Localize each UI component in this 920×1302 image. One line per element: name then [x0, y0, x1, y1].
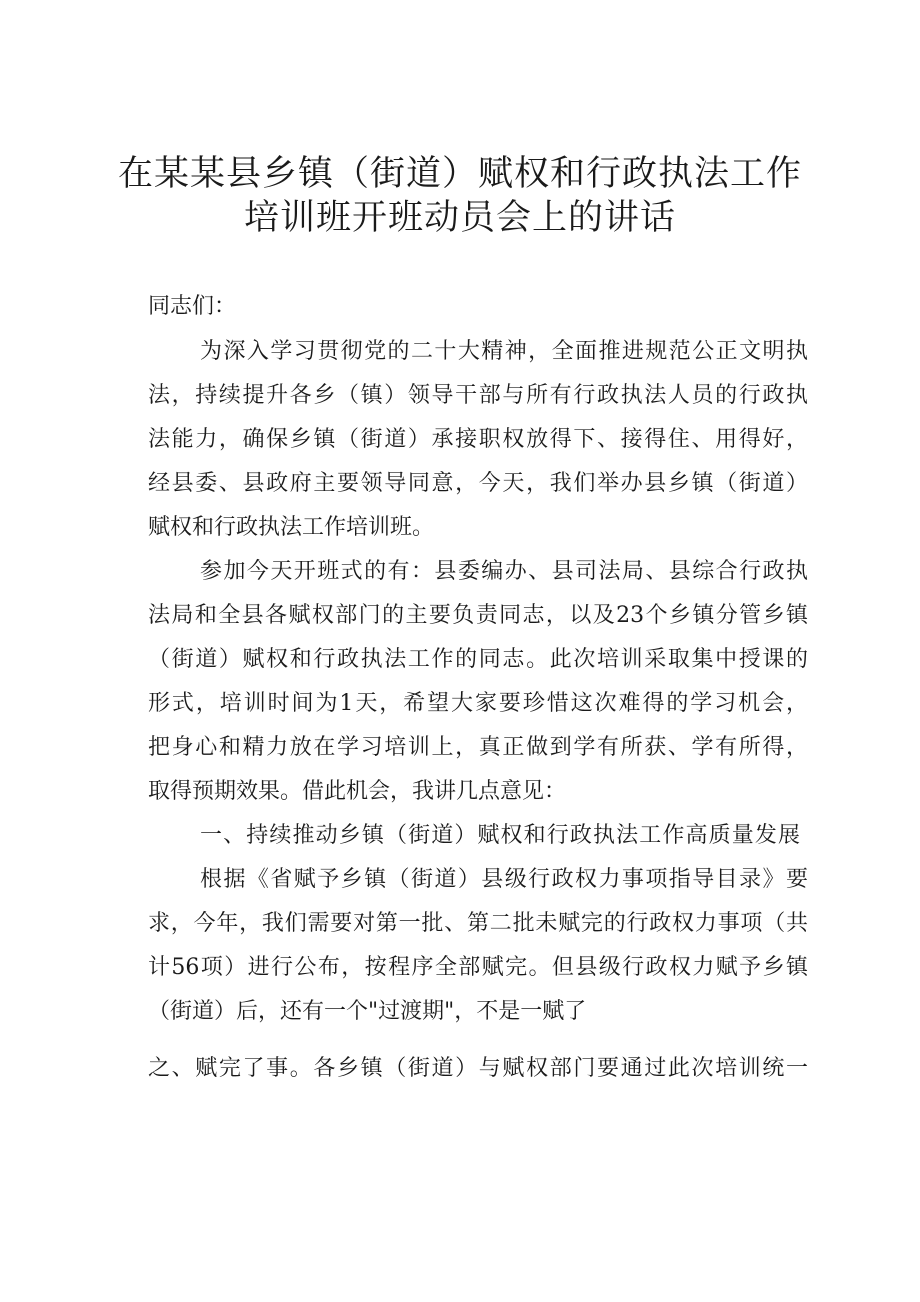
- paragraph-3-line: 根据《省赋予乡镇（街道）县级行政权力事项指导目录》要: [200, 867, 808, 892]
- paragraph-2-line: 形式，培训时间为1天，希望大家要珍惜这次难得的学习机会，: [148, 691, 808, 716]
- document-title-line-1: 在某某县乡镇（街道）赋权和行政执法工作: [117, 154, 802, 194]
- paragraph-2-line: 取得预期效果。借此机会，我讲几点意见：: [148, 779, 567, 804]
- paragraph-3-line: （街道）后，还有一个"过渡期"，不是一赋了: [148, 999, 587, 1024]
- document-title-line-2: 培训班开班动员会上的讲话: [243, 198, 676, 238]
- paragraph-2-line: 参加今天开班式的有：县委编办、县司法局、县综合行政执: [200, 559, 808, 584]
- paragraph-3-line: 之、赋完了事。各乡镇（街道）与赋权部门要通过此次培训统一: [148, 1056, 808, 1081]
- paragraph-3-line: 计56项）进行公布，按程序全部赋完。但县级行政权力赋予乡镇: [148, 955, 808, 980]
- paragraph-1-line: 法，持续提升各乡（镇）领导干部与所有行政执法人员的行政执: [148, 383, 808, 408]
- paragraph-2-line: 法局和全县各赋权部门的主要负责同志，以及23个乡镇分管乡镇: [148, 603, 808, 628]
- section-1-heading: 一、持续推动乡镇（街道）赋权和行政执法工作高质量发展: [200, 823, 800, 848]
- paragraph-1-line: 赋权和行政执法工作培训班。: [148, 515, 435, 540]
- paragraph-1-line: 经县委、县政府主要领导同意，今天，我们举办县乡镇（街道）: [148, 471, 808, 496]
- salutation: 同志们：: [148, 294, 237, 319]
- paragraph-1-line: 法能力，确保乡镇（街道）承接职权放得下、接得住、用得好，: [148, 427, 808, 452]
- paragraph-3-line: 求，今年，我们需要对第一批、第二批未赋完的行政权力事项（共: [148, 911, 808, 936]
- paragraph-2-line: （街道）赋权和行政执法工作的同志。此次培训采取集中授课的: [148, 647, 808, 672]
- paragraph-2-line: 把身心和精力放在学习培训上，真正做到学有所获、学有所得，: [148, 735, 808, 760]
- paragraph-1-line: 为深入学习贯彻党的二十大精神，全面推进规范公正文明执: [200, 339, 808, 364]
